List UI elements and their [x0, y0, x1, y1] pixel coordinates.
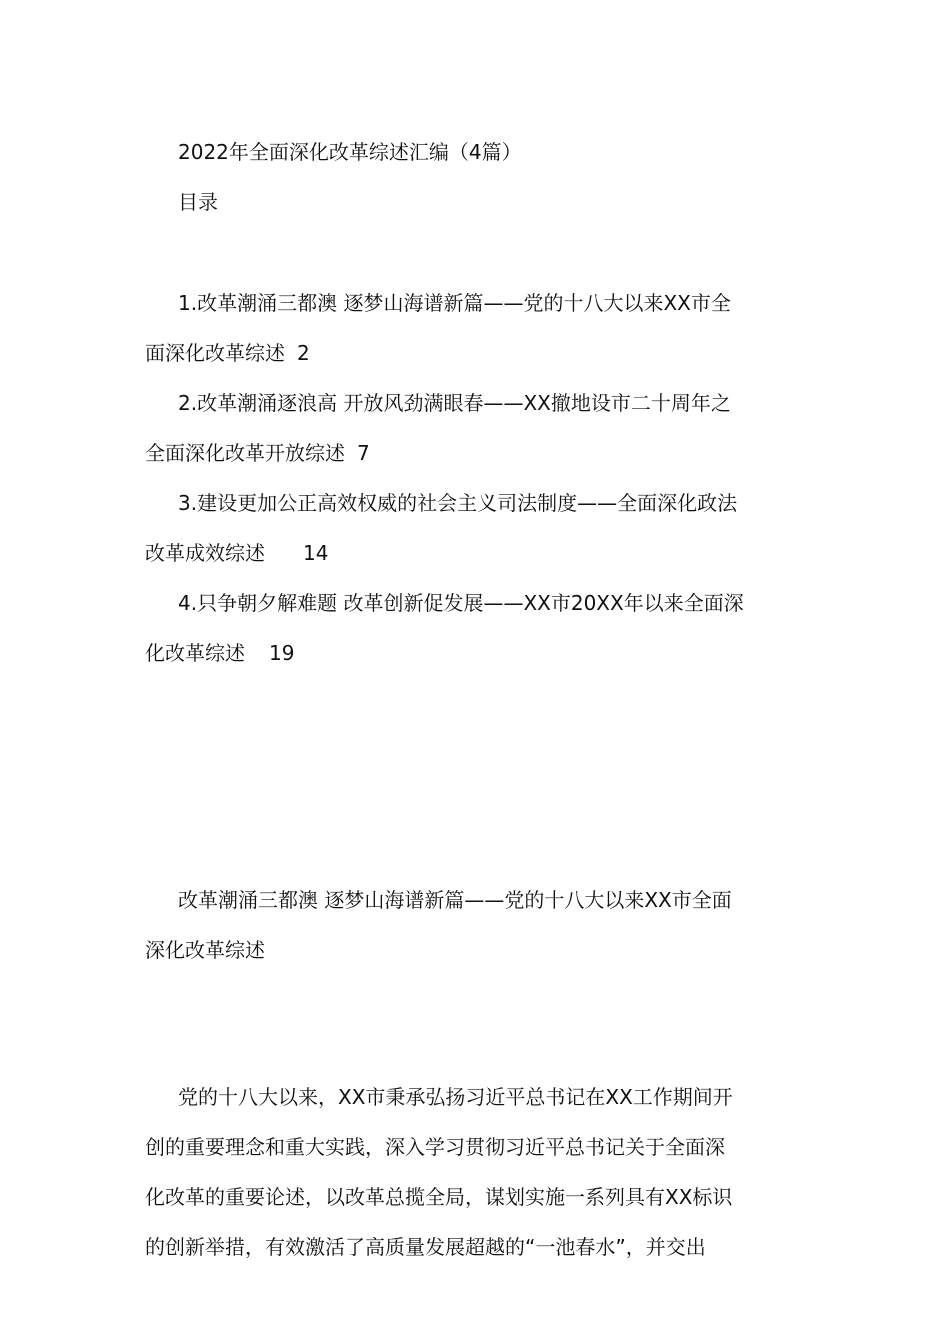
toc-entry-3-page: 14: [303, 541, 329, 565]
toc-heading: 目录: [178, 190, 218, 214]
body-line-2: 创的重要理念和重大实践，深入学习贯彻习近平总书记关于全面深: [145, 1135, 725, 1159]
toc-entry-3-text: 改革成效综述: [145, 541, 265, 565]
document-title: 2022年全面深化改革综述汇编（4篇）: [178, 140, 522, 164]
toc-entry-4-line1[interactable]: 4.只争朝夕解难题 改革创新促发展——XX市20XX年以来全面深: [178, 591, 744, 615]
toc-entry-1-line2[interactable]: [145, 340, 310, 366]
toc-entry-2-line2[interactable]: [145, 440, 370, 466]
toc-entry-4-page: 19: [269, 641, 295, 665]
toc-entry-1-page: 2: [297, 341, 310, 365]
toc-entry-1-text: 面深化改革综述: [145, 341, 285, 365]
body-line-4: 的创新举措，有效激活了高质量发展超越的“一池春水”，并交出: [145, 1235, 706, 1259]
article-title-line1: 改革潮涌三都澳 逐梦山海谱新篇——党的十八大以来XX市全面: [178, 888, 732, 912]
toc-entry-4-line2[interactable]: [145, 640, 294, 666]
toc-entry-2-page: 7: [357, 441, 370, 465]
toc-entry-3-line1[interactable]: 3.建设更加公正高效权威的社会主义司法制度——全面深化政法: [178, 491, 738, 515]
toc-entry-2-line1[interactable]: 2.改革潮涌逐浪高 开放风劲满眼春——XX撤地设市二十周年之: [178, 391, 731, 415]
toc-entry-1-line1[interactable]: 1.改革潮涌三都澳 逐梦山海谱新篇——党的十八大以来XX市全: [178, 291, 731, 315]
body-line-3: 化改革的重要论述，以改革总揽全局，谋划实施一系列具有XX标识: [145, 1185, 733, 1209]
toc-entry-3-line2[interactable]: [145, 540, 328, 566]
article-title-line2: 深化改革综述: [145, 938, 265, 962]
toc-entry-4-text: 化改革综述: [145, 641, 245, 665]
body-line-1: 党的十八大以来，XX市秉承弘扬习近平总书记在XX工作期间开: [178, 1085, 733, 1109]
toc-entry-2-text: 全面深化改革开放综述: [145, 441, 345, 465]
